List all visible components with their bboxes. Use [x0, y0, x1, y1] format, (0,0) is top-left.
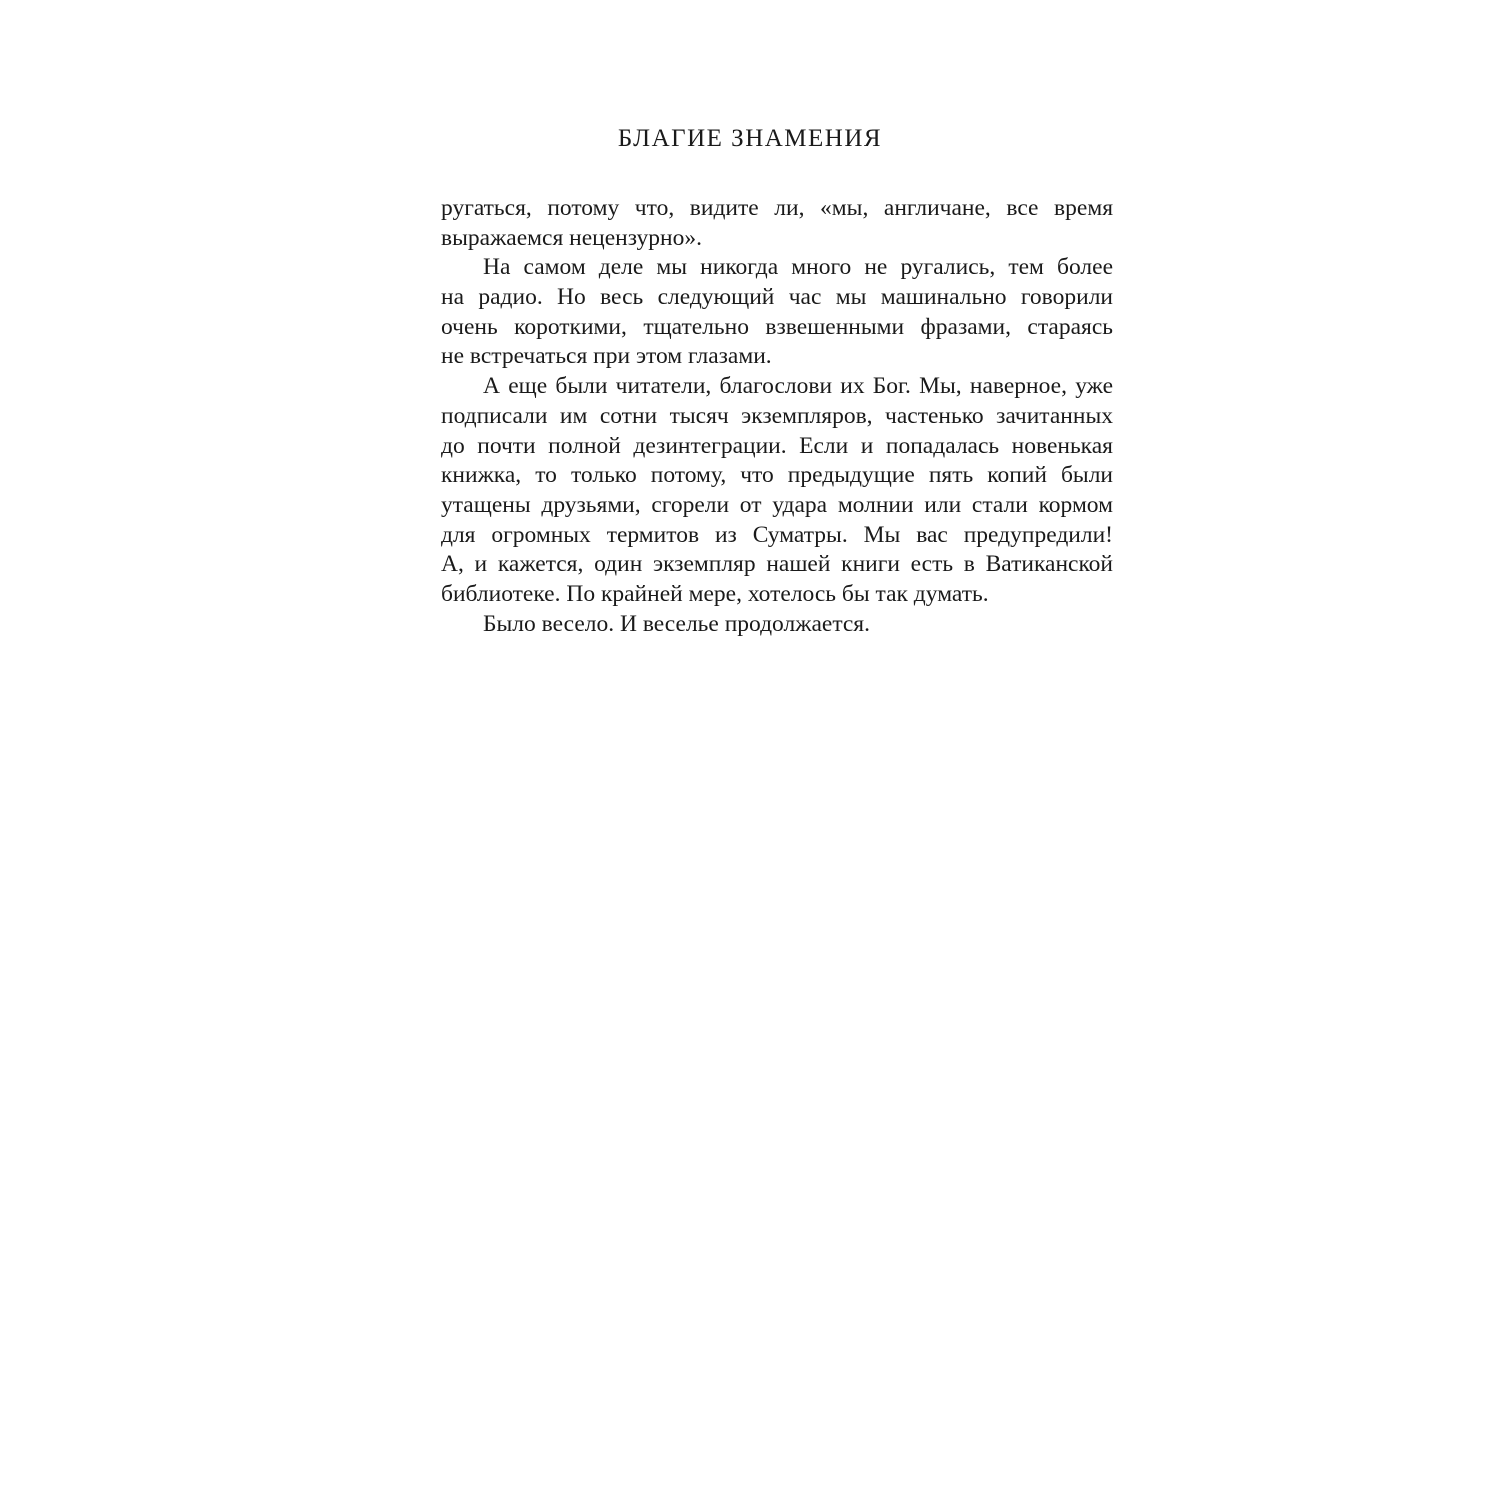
text-line: библиотеке. По крайней мере, хотелось бы так думать.: [441, 580, 989, 607]
text-line: А, и кажется, один экземпляр нашей книги есть в Ватиканской: [441, 551, 1113, 578]
text-line: выражаемся нецензурно».: [441, 224, 702, 251]
text-line: утащены друзьями, сгорели от удара молнии или стали кормом: [441, 491, 1113, 518]
text-line: ругаться, потому что, видите ли, «мы, англичане, все время: [441, 195, 1113, 221]
text-line: не встречаться при этом глазами.: [441, 343, 772, 370]
text-line: до почти полной дезинтеграции. Если и попадалась новенькая: [441, 432, 1113, 459]
text-line: Было весело. И веселье продолжается.: [483, 610, 870, 637]
text-line: очень короткими, тщательно взвешенными фразами, стараясь: [441, 313, 1113, 340]
text-line: А еще были читатели, благослови их Бог. Мы, наверное, уже: [483, 373, 1113, 400]
text-line: подписали им сотни тысяч экземпляров, частенько зачитанных: [441, 402, 1113, 429]
text-line: книжка, то только потому, что предыдущие пять копий были: [441, 462, 1113, 489]
running-head: БЛАГИЕ ЗНАМЕНИЯ: [617, 125, 883, 152]
text-line: На самом деле мы никогда много не ругались, тем более: [483, 254, 1113, 281]
text-line: для огромных термитов из Суматры. Мы вас предупредили!: [441, 521, 1113, 548]
body-text: [441, 194, 1113, 639]
text-line: на радио. Но весь следующий час мы машинально говорили: [441, 284, 1113, 311]
